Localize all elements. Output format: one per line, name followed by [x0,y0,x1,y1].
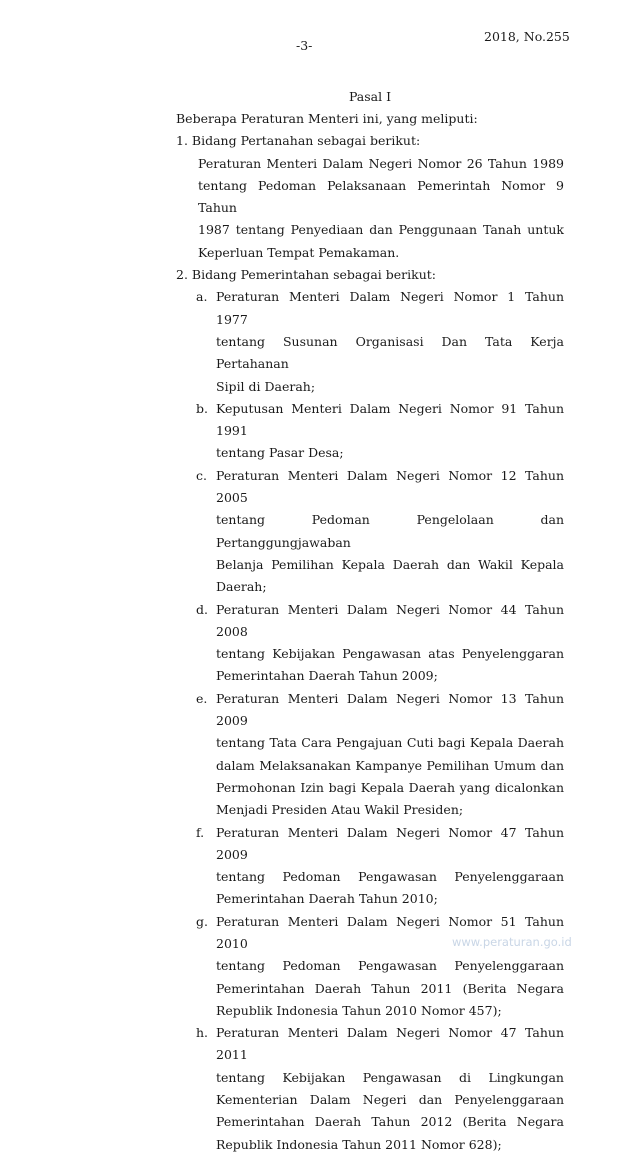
document-body [176,86,564,1156]
section-1-body [176,153,564,264]
list-item-line: Republik Indonesia Tahun 2011 Nomor 628); [216,1136,502,1152]
list-item-line: Kementerian Dalam Negeri dan Penyelenggaraan [216,1092,564,1108]
list-item-g [176,911,564,1022]
list-item-e [176,688,564,822]
list-item-line: Peraturan Menteri Dalam Negeri Nomor 47 Tahun 2009 [216,824,564,862]
section-1-line: Keperluan Tempat Pemakaman. [198,244,400,260]
list-item-f [176,822,564,911]
list-item-b [176,398,564,465]
list-item-line: tentang Pasar Desa; [216,445,344,461]
document-reference: 2018, No.255 [484,29,570,44]
list-marker: b. [196,400,208,416]
list-item-line: Peraturan Menteri Dalam Negeri Nomor 51 Tahun 2010 [216,913,564,951]
list-item-line: Republik Indonesia Tahun 2010 Nomor 457); [216,1002,502,1018]
section-1-line: tentang Pedoman Pelaksanaan Pemerintah Nomor 9 Tahun [198,177,564,216]
intro-text: Beberapa Peraturan Menteri ini, yang meliputi: [176,111,478,126]
list-marker: e. [196,690,208,706]
list-item-line: Menjadi Presiden Atau Wakil Presiden; [216,802,464,818]
list-item-line: Permohonan Izin bagi Kepala Daerah yang dicalonkan [216,779,564,795]
list-item-line: Peraturan Menteri Dalam Negeri Nomor 12 Tahun 2005 [216,467,564,506]
page-number: -3- [296,38,313,53]
list-item-line: tentang Tata Cara Pengajuan Cuti bagi Kepala Daerah [216,735,564,751]
list-marker: g. [196,913,208,929]
section-1-line: Peraturan Menteri Dalam Negeri Nomor 26 Tahun 1989 [198,155,564,171]
list-item-d [176,599,564,688]
list-item-line: Pemerintahan Daerah Tahun 2012 (Berita Negara [216,1114,564,1130]
list-marker: a. [196,289,208,305]
list-item-line: Pemerintahan Daerah Tahun 2011 (Berita Negara [216,980,564,996]
section-1-title: 1. Bidang Pertanahan sebagai berikut: [176,133,421,149]
list-item-h [176,1022,564,1156]
list-item-line: Pemerintahan Daerah Tahun 2010; [216,891,438,907]
list-item-line: tentang Pedoman Pengawasan Penyelenggaraan [216,958,564,974]
section-1-line: 1987 tentang Penyediaan dan Penggunaan Tanah untuk [198,222,564,238]
list-item-line: Pemerintahan Daerah Tahun 2009; [216,668,438,684]
list-item-line: Daerah; [216,579,267,595]
list-marker: f. [196,824,205,840]
list-item-line: Keputusan Menteri Dalam Negeri Nomor 91 Tahun 1991 [216,400,564,439]
list-item-line: Peraturan Menteri Dalam Negeri Nomor 44 Tahun 2008 [216,601,564,639]
pasal-title: Pasal I [348,89,392,104]
list-item-line: tentang Pedoman Pengelolaan dan Pertanggungjawaban [216,512,564,550]
list-item-line: Peraturan Menteri Dalam Negeri Nomor 13 Tahun 2009 [216,690,564,729]
list-item-a [176,286,564,397]
list-item-line: tentang Kebijakan Pengawasan di Lingkungan [216,1069,564,1085]
list-item-c [176,465,564,599]
list-item-line: Belanja Pemilihan Kepala Daerah dan Wakil Kepala [216,556,564,572]
section-2-title: 2. Bidang Pemerintahan sebagai berikut: [176,267,437,283]
list-item-line: tentang Susunan Organisasi Dan Tata Kerja Pertahanan [216,333,564,372]
list-item-line: tentang Pedoman Pengawasan Penyelenggaraan [216,869,564,885]
list-item-line: Sipil di Daerah; [216,378,316,394]
list-item-line: dalam Melaksanakan Kampanye Pemilihan Umum dan [216,757,564,773]
list-marker: h. [196,1025,209,1041]
list-item-line: tentang Kebijakan Pengawasan atas Penyelenggaran [216,646,564,662]
website-watermark: www.peraturan.go.id [452,935,572,949]
list-item-line: Peraturan Menteri Dalam Negeri Nomor 47 Tahun 2011 [216,1025,564,1063]
list-marker: c. [196,467,207,483]
list-marker: d. [196,601,208,617]
list-item-line: Peraturan Menteri Dalam Negeri Nomor 1 Tahun 1977 [216,289,564,327]
